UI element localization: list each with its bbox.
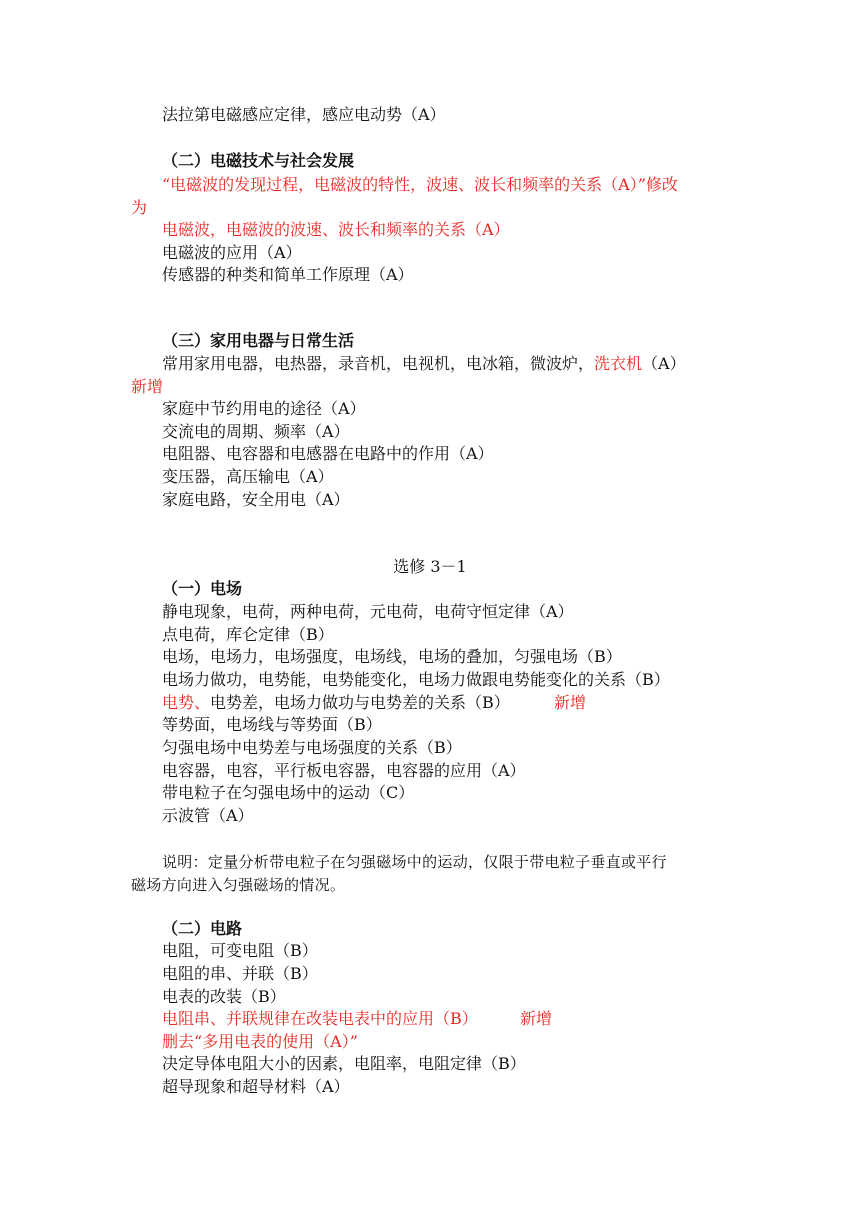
text-segment: （A）: [642, 354, 686, 373]
text-line: 电磁波的应用（A）: [162, 243, 302, 262]
text-line: 家庭电路，安全用电（A）: [162, 490, 350, 509]
revision-note: 为: [131, 198, 148, 217]
text-line: 等势面，电场线与等势面（B）: [162, 715, 382, 734]
section-heading: （三）家用电器与日常生活: [162, 331, 355, 350]
text-line: 交流电的周期、频率（A）: [162, 422, 350, 441]
revised-text: 电磁波，电磁波的波速、波长和频率的关系（A）: [162, 220, 510, 239]
text-line: 电场，电场力，电场强度，电场线，电场的叠加，匀强电场（B）: [162, 647, 622, 666]
section-heading: （二）电路: [162, 919, 243, 938]
text-line: 点电荷，库仑定律（B）: [162, 625, 334, 644]
note-text: 磁场方向进入匀强磁场的情况。: [131, 876, 346, 894]
added-item: 电阻串、并联规律在改装电表中的应用（B）: [162, 1009, 478, 1028]
added-marker: 新增: [131, 377, 164, 396]
text-line: 家庭中节约用电的途径（A）: [162, 399, 366, 418]
section-heading: （二）电磁技术与社会发展: [162, 151, 355, 170]
text-line: 电场力做功，电势能，电势能变化，电场力做跟电势能变化的关系（B）: [162, 670, 670, 689]
note-text: 说明：定量分析带电粒子在匀强磁场中的运动，仅限于带电粒子垂直或平行: [162, 853, 667, 871]
text-line: 超导现象和超导材料（A）: [162, 1077, 350, 1096]
text-line: 电阻，可变电阻（B）: [162, 941, 318, 960]
added-item: 洗衣机: [594, 354, 643, 373]
text-line: 示波管（A）: [162, 806, 254, 825]
text-line: 变压器，高压输电（A）: [162, 467, 334, 486]
text-line: 匀强电场中电势差与电场强度的关系（B）: [162, 738, 462, 757]
added-item: 电势、: [162, 693, 211, 712]
added-marker: 新增: [520, 1009, 553, 1028]
text-line: [162, 692, 510, 714]
text-segment: 常用家用电器，电热器，录音机，电视机，电冰箱，微波炉，: [162, 354, 595, 373]
text-line: 带电粒子在匀强电场中的运动（C）: [162, 783, 415, 802]
section-heading: （一）电场: [162, 579, 243, 598]
deleted-note: 删去“多用电表的使用（A）”: [162, 1032, 358, 1051]
text-line: 传感器的种类和简单工作原理（A）: [162, 265, 414, 284]
module-title: 选修 3－1: [393, 557, 467, 576]
revision-note: “电磁波的发现过程，电磁波的特性，波速、波长和频率的关系（A）”修改: [162, 175, 678, 194]
text-line: [162, 353, 686, 375]
text-line: 电表的改装（B）: [162, 987, 286, 1006]
added-marker: 新增: [554, 693, 587, 712]
text-segment: 电势差，电场力做功与电势差的关系（B）: [210, 693, 510, 712]
text-line: 静电现象，电荷，两种电荷，元电荷，电荷守恒定律（A）: [162, 602, 574, 621]
text-line: 法拉第电磁感应定律，感应电动势（A）: [162, 105, 446, 124]
text-line: 电阻的串、并联（B）: [162, 964, 318, 983]
text-line: 电容器，电容，平行板电容器，电容器的应用（A）: [162, 761, 526, 780]
text-line: 电阻器、电容器和电感器在电路中的作用（A）: [162, 444, 494, 463]
text-line: 决定导体电阻大小的因素，电阻率，电阻定律（B）: [162, 1054, 526, 1073]
